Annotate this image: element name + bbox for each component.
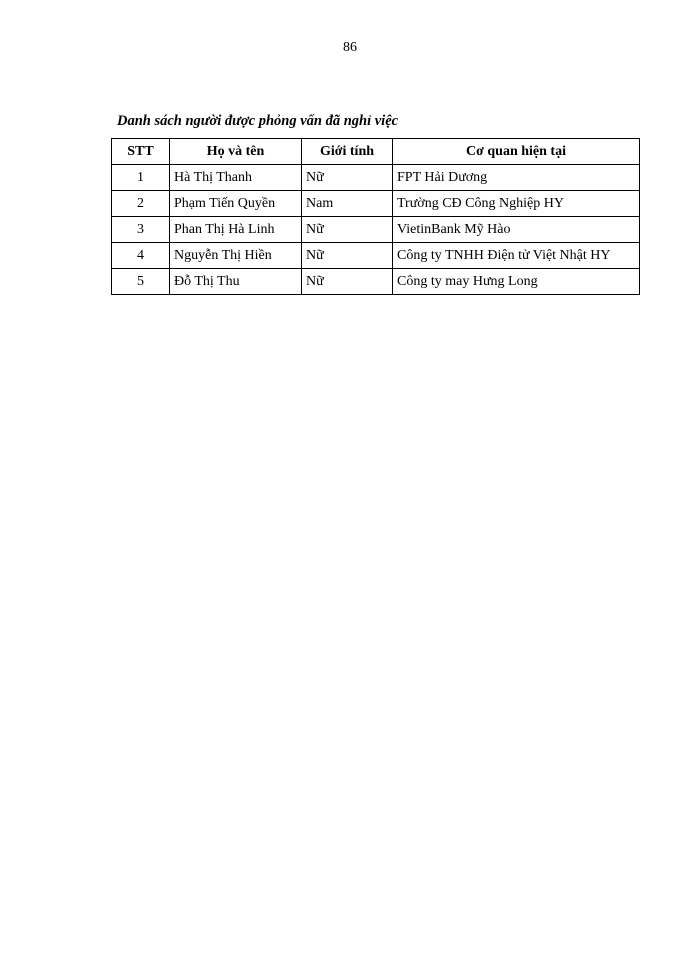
- cell-stt: 4: [112, 243, 170, 269]
- cell-full-name: Phạm Tiến Quyền: [170, 191, 302, 217]
- table-row: [112, 217, 640, 243]
- cell-full-name: Đỗ Thị Thu: [170, 269, 302, 295]
- cell-stt: 1: [112, 165, 170, 191]
- cell-full-name: Nguyễn Thị Hiền: [170, 243, 302, 269]
- header-full-name: Họ và tên: [170, 139, 302, 165]
- table-caption: Danh sách người được phỏng vấn đã nghỉ việc: [117, 113, 399, 129]
- cell-stt: 2: [112, 191, 170, 217]
- header-current-organization: Cơ quan hiện tại: [393, 139, 640, 165]
- cell-gender: Nữ: [302, 243, 393, 269]
- cell-full-name: Hà Thị Thanh: [170, 165, 302, 191]
- header-gender: Giới tính: [302, 139, 393, 165]
- cell-gender: Nam: [302, 191, 393, 217]
- cell-gender: Nữ: [302, 165, 393, 191]
- cell-current-organization: FPT Hải Dương: [393, 165, 640, 191]
- cell-gender: Nữ: [302, 217, 393, 243]
- cell-stt: 5: [112, 269, 170, 295]
- table-row: [112, 243, 640, 269]
- table-row: [112, 191, 640, 217]
- cell-current-organization: Trường CĐ Công Nghiệp HY: [393, 191, 640, 217]
- table-header-row: [112, 139, 640, 165]
- cell-current-organization: Công ty TNHH Điện tử Việt Nhật HY: [393, 243, 640, 269]
- cell-current-organization: Công ty may Hưng Long: [393, 269, 640, 295]
- cell-current-organization: VietinBank Mỹ Hào: [393, 217, 640, 243]
- cell-full-name: Phan Thị Hà Linh: [170, 217, 302, 243]
- page-number: 86: [343, 40, 357, 55]
- table-row: [112, 269, 640, 295]
- header-stt: STT: [112, 139, 170, 165]
- cell-stt: 3: [112, 217, 170, 243]
- table-row: [112, 165, 640, 191]
- interviewee-table: [111, 138, 640, 295]
- cell-gender: Nữ: [302, 269, 393, 295]
